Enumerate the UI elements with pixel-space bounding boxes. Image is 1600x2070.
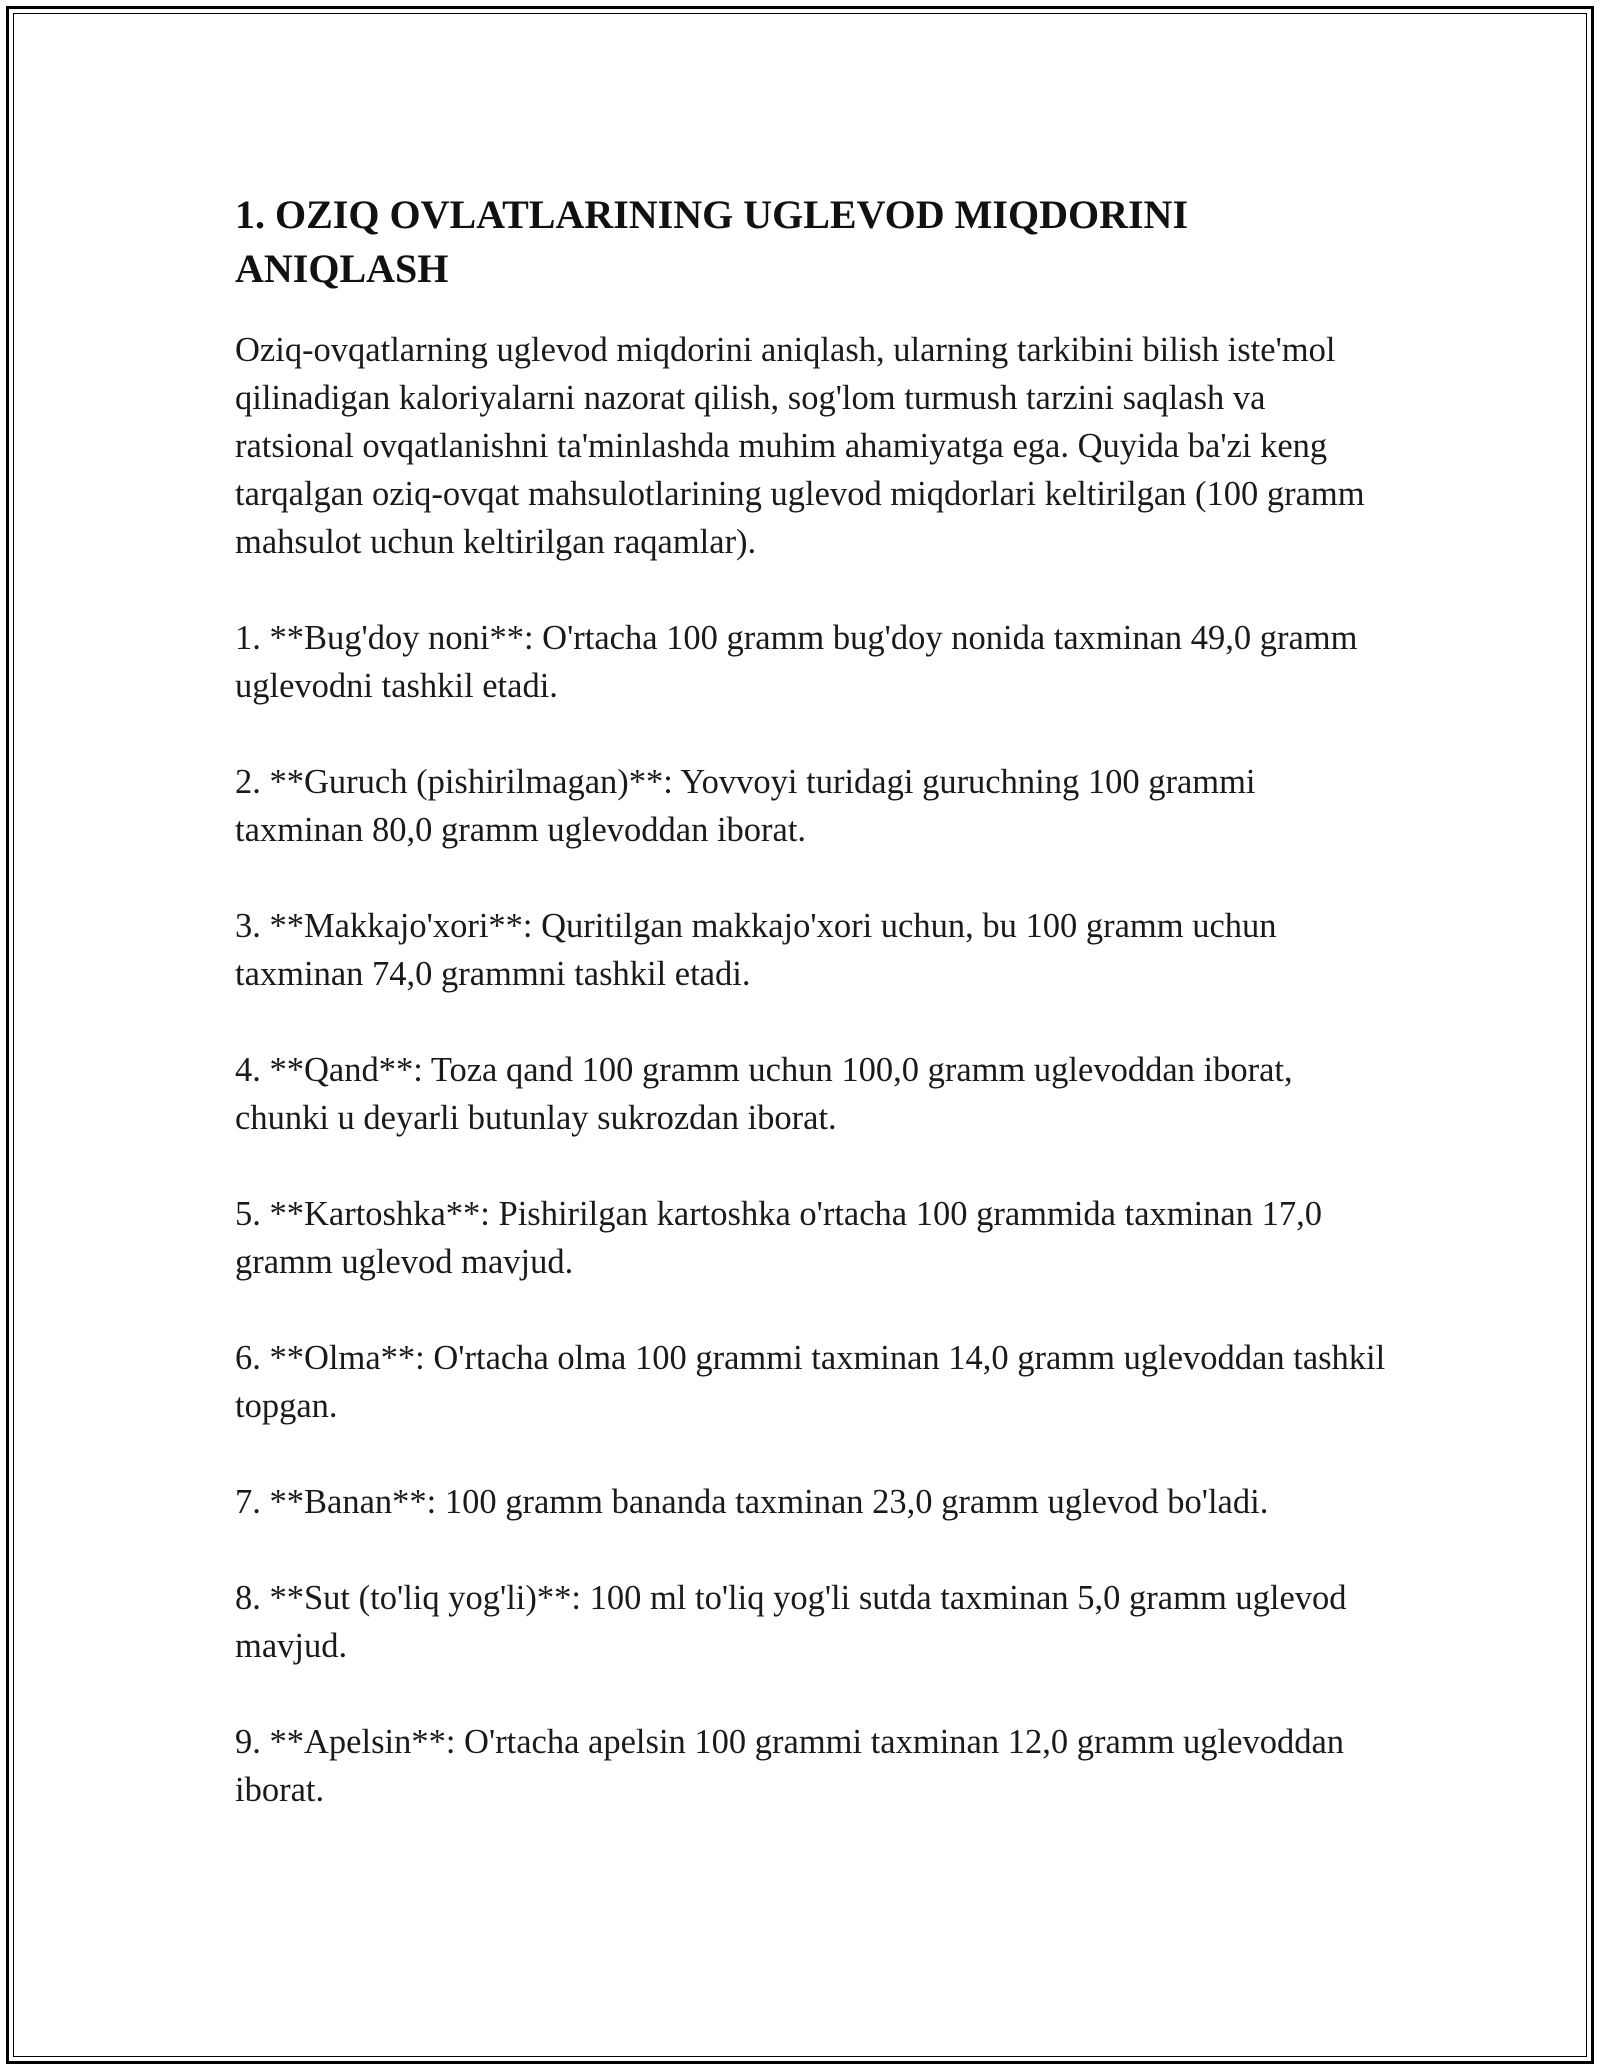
list-item: 1. **Bug'doy noni**: O'rtacha 100 gramm bug'doy nonida taxminan 49,0 gramm uglevodni tashkil etadi. [235,619,1358,705]
list-item: 9. **Apelsin**: O'rtacha apelsin 100 grammi taxminan 12,0 gramm uglevoddan iborat. [235,1723,1345,1809]
list-item: 5. **Kartoshka**: Pishirilgan kartoshka o'rtacha 100 grammida taxminan 17,0 gramm uglevod mavjud. [235,1195,1322,1281]
list-item: 2. **Guruch (pishirilmagan)**: Yovvoyi turidagi guruchning 100 grammi taxminan 80,0 gramm uglevoddan iborat. [235,763,1256,849]
list-item: 8. **Sut (to'liq yog'li)**: 100 ml to'liq yog'li sutda taxminan 5,0 gramm uglevod mavjud. [235,1579,1347,1665]
intro-paragraph: Oziq-ovqatlarning uglevod miqdorini aniqlash, ularning tarkibini bilish iste'mol qilinadigan kaloriyalarni nazorat qilish, sog'lom turmush tarzini saqlash va ratsional ovqatlanishni ta'minlashda muhim ahamiyatga ega. Quyida ba'zi keng tarqalgan oziq-ovqat mahsulotlarining uglevod miqdorlari keltirilgan (100 gramm mahsulot uchun keltirilgan raqamlar). [235,331,1365,561]
list-item: 7. **Banan**: 100 gramm bananda taxminan 23,0 gramm uglevod bo'ladi. [235,1483,1269,1521]
document-title: 1. OZIQ OVLATLARINING UGLEVOD MIQDORINI ANIQLASH [235,192,1189,291]
carbohydrate-list [235,614,1390,1814]
list-item: 4. **Qand**: Toza qand 100 gramm uchun 100,0 gramm uglevoddan iborat, chunki u deyarli butunlay sukrozdan iborat. [235,1051,1293,1137]
list-item: 6. **Olma**: O'rtacha olma 100 grammi taxminan 14,0 gramm uglevoddan tashkil topgan. [235,1339,1386,1425]
document-body [235,188,1390,1862]
list-item: 3. **Makkajo'xori**: Quritilgan makkajo'xori uchun, bu 100 gramm uchun taxminan 74,0 grammni tashkil etadi. [235,907,1277,993]
